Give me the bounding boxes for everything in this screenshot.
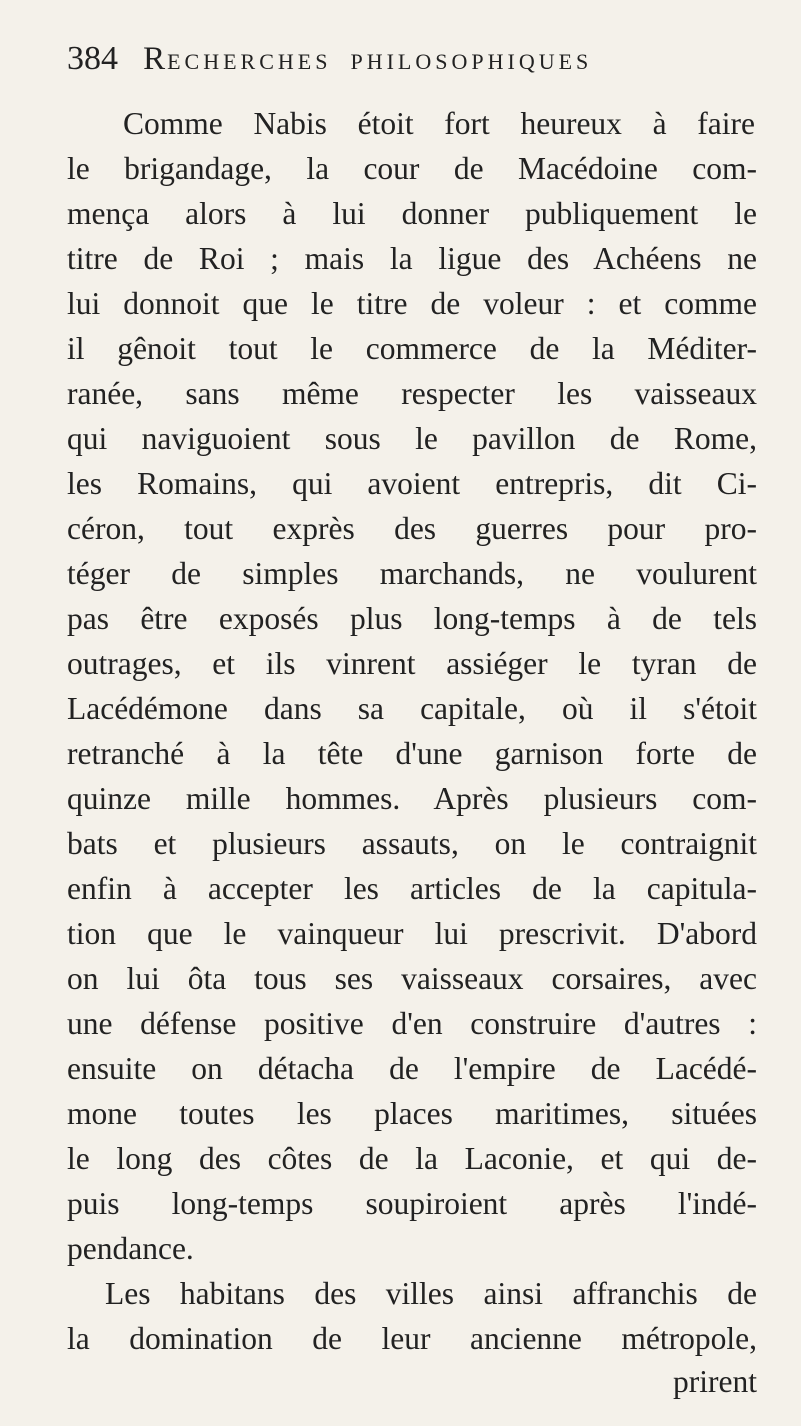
text-line: ranée, sans même respecter les vaisseaux: [67, 376, 757, 411]
text-line: pendance.: [67, 1231, 194, 1266]
text-line: outrages, et ils vinrent assiéger le tyran de: [67, 646, 757, 681]
text-line: ensuite on détacha de l'empire de Lacédé-: [67, 1051, 757, 1086]
text-line: les Romains, qui avoient entrepris, dit Ci-: [67, 466, 757, 501]
text-line: puis long-temps soupiroient après l'indé-: [67, 1186, 757, 1221]
text-line: le brigandage, la cour de Macédoine com-: [67, 151, 757, 186]
text-line: Lacédémone dans sa capitale, où il s'étoit: [67, 691, 757, 726]
text-line: bats et plusieurs assauts, on le contraignit: [67, 826, 757, 861]
text-line: retranché à la tête d'une garnison forte de: [67, 736, 757, 771]
text-line: il gênoit tout le commerce de la Méditer-: [67, 331, 757, 366]
text-line: titre de Roi ; mais la ligue des Achéens ne: [67, 241, 757, 276]
running-head: [143, 43, 592, 76]
text-line: la domination de leur ancienne métropole,: [67, 1321, 757, 1356]
text-line: mone toutes les places maritimes, situées: [67, 1096, 757, 1131]
text-line: Les habitans des villes ainsi affranchis de: [105, 1276, 757, 1311]
text-line: on lui ôta tous ses vaisseaux corsaires, avec: [67, 961, 757, 996]
text-line: le long des côtes de la Laconie, et qui de-: [67, 1141, 757, 1176]
text-line: téger de simples marchands, ne voulurent: [67, 556, 757, 591]
page-number: 384: [67, 40, 118, 77]
running-head-initial: R: [143, 41, 168, 77]
text-line: une défense positive d'en construire d'autres :: [67, 1006, 757, 1041]
running-head-word-1: ECHERCHES: [167, 49, 332, 74]
text-line: lui donnoit que le titre de voleur : et comme: [67, 286, 757, 321]
text-line: qui naviguoient sous le pavillon de Rome,: [67, 421, 757, 456]
text-line: tion que le vainqueur lui prescrivit. D'abord: [67, 916, 757, 951]
text-line: enfin à accepter les articles de la capitula-: [67, 871, 757, 906]
text-line: céron, tout exprès des guerres pour pro-: [67, 511, 757, 546]
text-line: Comme Nabis étoit fort heureux à faire: [123, 106, 755, 141]
page-header: [67, 40, 757, 90]
text-line: quinze mille hommes. Après plusieurs com-: [67, 781, 757, 816]
text-line: pas être exposés plus long-temps à de tels: [67, 601, 757, 636]
running-head-word-2: PHILOSOPHIQUES: [350, 49, 593, 74]
text-line: mença alors à lui donner publiquement le: [67, 196, 757, 231]
catchword: prirent: [673, 1364, 757, 1399]
